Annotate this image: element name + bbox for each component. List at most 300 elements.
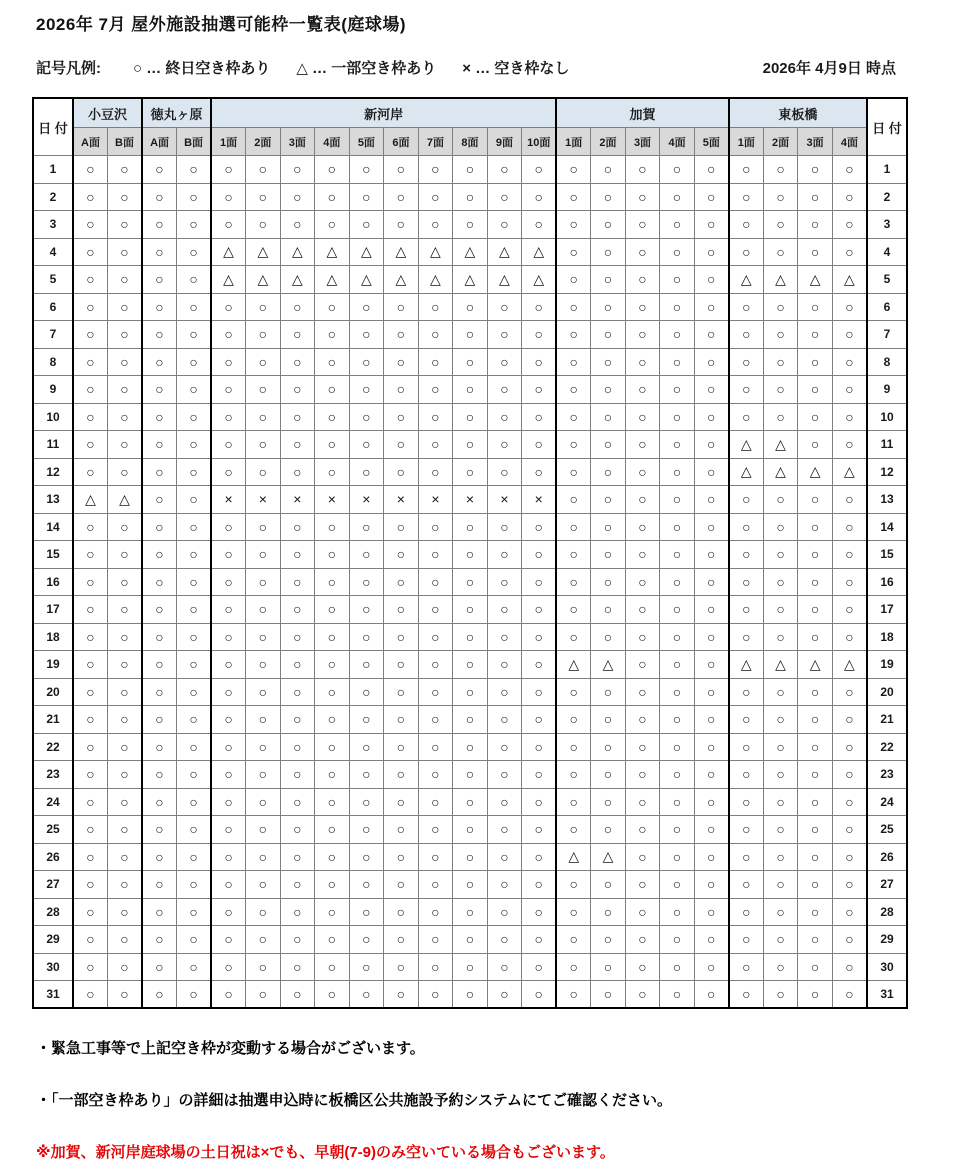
availability-cell: ○	[349, 871, 384, 899]
availability-cell: ○	[694, 293, 729, 321]
day-cell-left: 23	[33, 761, 73, 789]
availability-cell: ○	[625, 348, 660, 376]
availability-cell: ○	[177, 211, 212, 239]
availability-cell: ○	[763, 953, 798, 981]
availability-cell: ○	[418, 953, 453, 981]
availability-cell: ○	[177, 266, 212, 294]
availability-cell: ○	[108, 376, 143, 404]
day-cell-left: 5	[33, 266, 73, 294]
day-cell-left: 6	[33, 293, 73, 321]
availability-cell: ○	[211, 348, 246, 376]
facility-header-5: 東板橋	[729, 98, 867, 128]
availability-cell: ○	[246, 733, 281, 761]
availability-cell: ○	[660, 568, 695, 596]
availability-cell: ○	[487, 513, 522, 541]
availability-cell: ○	[108, 843, 143, 871]
availability-cell: ○	[694, 321, 729, 349]
availability-cell: ○	[694, 596, 729, 624]
availability-cell: ○	[763, 816, 798, 844]
availability-cell: △	[729, 458, 764, 486]
availability-cell: ○	[832, 596, 867, 624]
availability-cell: ○	[522, 458, 557, 486]
availability-cell: ○	[246, 513, 281, 541]
availability-cell: ○	[246, 871, 281, 899]
availability-cell: ○	[832, 156, 867, 184]
availability-cell: ○	[487, 568, 522, 596]
availability-cell: ○	[142, 706, 177, 734]
availability-cell: ○	[487, 678, 522, 706]
availability-cell: ○	[73, 183, 108, 211]
availability-cell: ○	[625, 211, 660, 239]
availability-cell: ○	[211, 211, 246, 239]
availability-cell: ○	[453, 733, 488, 761]
availability-cell: ○	[625, 898, 660, 926]
availability-cell: ○	[142, 981, 177, 1009]
availability-cell: ○	[73, 321, 108, 349]
availability-cell: ×	[211, 486, 246, 514]
availability-cell: ○	[73, 238, 108, 266]
availability-cell: ○	[211, 431, 246, 459]
availability-cell: ○	[453, 403, 488, 431]
availability-cell: ○	[177, 541, 212, 569]
availability-cell: ○	[591, 183, 626, 211]
availability-cell: ○	[142, 843, 177, 871]
availability-cell: ○	[211, 651, 246, 679]
availability-cell: ○	[591, 761, 626, 789]
availability-cell: ○	[246, 623, 281, 651]
court-header: 2面	[763, 128, 798, 156]
availability-cell: ○	[556, 541, 591, 569]
availability-cell: ○	[591, 871, 626, 899]
availability-cell: ○	[832, 733, 867, 761]
availability-cell: ○	[556, 981, 591, 1009]
availability-cell: △	[453, 266, 488, 294]
day-cell-right: 11	[867, 431, 907, 459]
availability-cell: △	[832, 266, 867, 294]
availability-cell: ○	[384, 926, 419, 954]
availability-cell: ○	[763, 211, 798, 239]
day-cell-right: 25	[867, 816, 907, 844]
availability-cell: △	[349, 266, 384, 294]
availability-cell: ○	[729, 953, 764, 981]
availability-cell: ○	[211, 898, 246, 926]
availability-cell: ○	[246, 376, 281, 404]
availability-cell: ○	[625, 266, 660, 294]
table-row-day-28	[33, 898, 907, 926]
availability-cell: ○	[73, 733, 108, 761]
availability-cell: ○	[418, 706, 453, 734]
availability-cell: ○	[453, 156, 488, 184]
availability-cell: ○	[798, 898, 833, 926]
availability-cell: ○	[453, 431, 488, 459]
availability-cell: ○	[418, 623, 453, 651]
availability-cell: ○	[729, 486, 764, 514]
availability-cell: ○	[487, 321, 522, 349]
availability-cell: ○	[246, 898, 281, 926]
day-cell-right: 6	[867, 293, 907, 321]
availability-cell: ○	[694, 348, 729, 376]
availability-cell: ○	[591, 513, 626, 541]
day-cell-right: 20	[867, 678, 907, 706]
availability-cell: ○	[798, 568, 833, 596]
table-row-day-3	[33, 211, 907, 239]
availability-cell: ○	[729, 788, 764, 816]
availability-cell: ○	[177, 733, 212, 761]
day-cell-right: 21	[867, 706, 907, 734]
availability-cell: △	[108, 486, 143, 514]
day-cell-left: 19	[33, 651, 73, 679]
availability-cell: ○	[108, 926, 143, 954]
availability-cell: ○	[660, 376, 695, 404]
day-cell-right: 9	[867, 376, 907, 404]
availability-cell: ○	[487, 458, 522, 486]
availability-cell: ○	[763, 238, 798, 266]
availability-cell: ○	[315, 623, 350, 651]
availability-cell: ○	[142, 788, 177, 816]
day-cell-right: 30	[867, 953, 907, 981]
availability-cell: ○	[73, 541, 108, 569]
availability-cell: ○	[142, 156, 177, 184]
availability-cell: ○	[729, 376, 764, 404]
availability-cell: ○	[177, 293, 212, 321]
availability-cell: ○	[142, 816, 177, 844]
availability-cell: ○	[556, 293, 591, 321]
availability-cell: ○	[349, 568, 384, 596]
availability-cell: ○	[418, 871, 453, 899]
availability-cell: ○	[591, 953, 626, 981]
availability-cell: ○	[556, 513, 591, 541]
availability-cell: ○	[418, 458, 453, 486]
availability-cell: ○	[453, 706, 488, 734]
availability-cell: ○	[384, 596, 419, 624]
availability-cell: △	[487, 238, 522, 266]
availability-cell: ○	[763, 788, 798, 816]
availability-cell: ○	[487, 293, 522, 321]
court-header: 5面	[694, 128, 729, 156]
availability-cell: △	[315, 266, 350, 294]
availability-cell: ○	[108, 403, 143, 431]
availability-cell: ○	[832, 238, 867, 266]
availability-cell: ○	[453, 513, 488, 541]
availability-cell: ○	[556, 953, 591, 981]
availability-cell: ○	[522, 541, 557, 569]
availability-cell: ○	[625, 926, 660, 954]
availability-cell: ○	[211, 596, 246, 624]
availability-cell: ○	[729, 596, 764, 624]
availability-cell: ○	[315, 733, 350, 761]
availability-cell: ○	[487, 733, 522, 761]
availability-cell: ○	[625, 541, 660, 569]
availability-cell: ○	[591, 321, 626, 349]
availability-cell: △	[763, 431, 798, 459]
availability-cell: ○	[108, 871, 143, 899]
availability-cell: ○	[177, 183, 212, 211]
availability-cell: ○	[660, 733, 695, 761]
availability-cell: ○	[418, 541, 453, 569]
availability-cell: ○	[453, 623, 488, 651]
availability-cell: ○	[73, 568, 108, 596]
availability-cell: ○	[660, 816, 695, 844]
day-cell-left: 31	[33, 981, 73, 1009]
availability-cell: ○	[384, 953, 419, 981]
availability-cell: ○	[418, 348, 453, 376]
legend-item-partial: △ … 一部空き枠あり	[296, 60, 437, 77]
availability-cell: ○	[73, 458, 108, 486]
availability-cell: ○	[625, 981, 660, 1009]
availability-cell: ○	[660, 321, 695, 349]
availability-cell: ○	[142, 293, 177, 321]
table-row-day-6	[33, 293, 907, 321]
table-row-day-8	[33, 348, 907, 376]
availability-cell: ○	[349, 926, 384, 954]
availability-cell: ○	[487, 953, 522, 981]
availability-cell: ○	[108, 458, 143, 486]
availability-cell: ○	[349, 651, 384, 679]
availability-cell: ○	[108, 238, 143, 266]
court-header: 4面	[660, 128, 695, 156]
availability-cell: ○	[832, 981, 867, 1009]
table-row-day-16	[33, 568, 907, 596]
availability-cell: ○	[798, 623, 833, 651]
availability-cell: ○	[660, 486, 695, 514]
court-header: 8面	[453, 128, 488, 156]
availability-cell: ○	[280, 651, 315, 679]
availability-cell: ○	[280, 513, 315, 541]
availability-cell: ○	[211, 871, 246, 899]
availability-cell: ○	[211, 376, 246, 404]
availability-cell: ○	[177, 568, 212, 596]
availability-cell: ○	[349, 706, 384, 734]
availability-cell: ○	[625, 403, 660, 431]
availability-cell: ○	[556, 266, 591, 294]
availability-cell: ○	[660, 761, 695, 789]
day-cell-left: 17	[33, 596, 73, 624]
availability-cell: ○	[522, 816, 557, 844]
availability-cell: △	[522, 266, 557, 294]
note-partial-details: ・「一部空き枠あり」の詳細は抽選申込時に板橋区公共施設予約システムにてご確認ください。	[36, 1092, 673, 1109]
availability-cell: ○	[694, 568, 729, 596]
availability-cell: ○	[246, 211, 281, 239]
day-cell-left: 30	[33, 953, 73, 981]
table-row-day-7	[33, 321, 907, 349]
day-cell-left: 28	[33, 898, 73, 926]
availability-cell: ○	[142, 266, 177, 294]
availability-cell: ○	[729, 706, 764, 734]
availability-cell: ○	[246, 816, 281, 844]
availability-cell: ○	[315, 156, 350, 184]
availability-cell: ○	[556, 568, 591, 596]
availability-cell: ○	[418, 761, 453, 789]
availability-cell: ○	[487, 541, 522, 569]
availability-cell: ○	[73, 953, 108, 981]
availability-cell: ○	[625, 486, 660, 514]
availability-cell: ○	[73, 761, 108, 789]
availability-cell: ○	[280, 678, 315, 706]
availability-cell: ○	[694, 898, 729, 926]
table-row-day-20	[33, 678, 907, 706]
availability-cell: ○	[280, 761, 315, 789]
availability-cell: ○	[211, 403, 246, 431]
facility-header-3: 新河岸	[211, 98, 556, 128]
availability-cell: ○	[211, 183, 246, 211]
availability-cell: ○	[625, 156, 660, 184]
availability-cell: ○	[591, 926, 626, 954]
table-row-day-25	[33, 816, 907, 844]
court-header: 10面	[522, 128, 557, 156]
availability-cell: ○	[246, 953, 281, 981]
availability-cell: ○	[556, 706, 591, 734]
availability-cell: ○	[763, 733, 798, 761]
day-cell-right: 14	[867, 513, 907, 541]
availability-cell: ○	[246, 706, 281, 734]
availability-cell: ○	[625, 183, 660, 211]
availability-cell: ○	[384, 651, 419, 679]
availability-cell: ○	[384, 733, 419, 761]
availability-cell: ○	[280, 211, 315, 239]
day-cell-right: 19	[867, 651, 907, 679]
availability-cell: ○	[798, 238, 833, 266]
availability-cell: ○	[729, 293, 764, 321]
availability-cell: ○	[763, 706, 798, 734]
availability-cell: ○	[763, 348, 798, 376]
availability-cell: ○	[73, 678, 108, 706]
availability-cell: ○	[211, 816, 246, 844]
availability-cell: ○	[108, 431, 143, 459]
availability-cell: ○	[349, 596, 384, 624]
availability-cell: ○	[315, 513, 350, 541]
availability-cell: ○	[349, 183, 384, 211]
availability-cell: ○	[453, 293, 488, 321]
availability-cell: ○	[694, 403, 729, 431]
availability-cell: ○	[280, 816, 315, 844]
availability-cell: ○	[315, 651, 350, 679]
availability-cell: ○	[556, 486, 591, 514]
availability-cell: ○	[660, 431, 695, 459]
availability-cell: ○	[211, 321, 246, 349]
court-header: 3面	[280, 128, 315, 156]
availability-cell: ○	[522, 513, 557, 541]
day-cell-right: 15	[867, 541, 907, 569]
day-cell-left: 2	[33, 183, 73, 211]
availability-cell: ○	[418, 513, 453, 541]
court-header: 3面	[798, 128, 833, 156]
availability-cell: ×	[315, 486, 350, 514]
availability-cell: ○	[729, 541, 764, 569]
availability-cell: ○	[625, 761, 660, 789]
availability-cell: ○	[142, 733, 177, 761]
availability-cell: ○	[384, 568, 419, 596]
availability-cell: ○	[211, 156, 246, 184]
availability-cell: ○	[349, 761, 384, 789]
availability-cell: ○	[487, 816, 522, 844]
availability-cell: ○	[556, 376, 591, 404]
availability-cell: ○	[246, 788, 281, 816]
availability-cell: ○	[108, 266, 143, 294]
availability-cell: ○	[798, 183, 833, 211]
day-cell-left: 21	[33, 706, 73, 734]
as-of-date: 2026年 4月9日 時点	[762, 60, 896, 77]
availability-cell: ○	[625, 238, 660, 266]
availability-cell: ○	[349, 376, 384, 404]
availability-cell: ○	[418, 926, 453, 954]
availability-cell: ○	[591, 706, 626, 734]
availability-cell: ○	[763, 898, 798, 926]
availability-cell: ○	[384, 541, 419, 569]
availability-cell: ○	[694, 458, 729, 486]
day-cell-right: 22	[867, 733, 907, 761]
availability-cell: △	[729, 266, 764, 294]
availability-cell: ○	[384, 211, 419, 239]
availability-cell: ○	[73, 788, 108, 816]
day-cell-right: 18	[867, 623, 907, 651]
availability-cell: ○	[453, 458, 488, 486]
availability-cell: ○	[625, 816, 660, 844]
availability-cell: ○	[522, 871, 557, 899]
availability-cell: ○	[832, 376, 867, 404]
availability-cell: ○	[418, 843, 453, 871]
availability-cell: ○	[315, 706, 350, 734]
availability-cell: ○	[487, 596, 522, 624]
day-cell-left: 20	[33, 678, 73, 706]
availability-cell: ○	[384, 513, 419, 541]
availability-cell: ○	[832, 926, 867, 954]
availability-cell: ○	[556, 816, 591, 844]
availability-cell: ○	[246, 348, 281, 376]
availability-cell: ○	[522, 926, 557, 954]
availability-cell: ○	[108, 596, 143, 624]
availability-cell: △	[763, 458, 798, 486]
availability-cell: ○	[763, 541, 798, 569]
availability-cell: ○	[73, 596, 108, 624]
availability-cell: ○	[798, 513, 833, 541]
availability-cell: ○	[660, 458, 695, 486]
availability-cell: ○	[798, 926, 833, 954]
availability-cell: ○	[280, 348, 315, 376]
availability-cell: ○	[522, 733, 557, 761]
availability-cell: ○	[384, 706, 419, 734]
availability-cell: ○	[729, 348, 764, 376]
availability-cell: ○	[591, 788, 626, 816]
availability-cell: ○	[73, 266, 108, 294]
availability-cell: ○	[832, 706, 867, 734]
legend-label: 記号凡例:	[36, 60, 101, 77]
availability-cell: ○	[142, 458, 177, 486]
availability-cell: ○	[729, 678, 764, 706]
availability-cell: ○	[798, 403, 833, 431]
page-title: 2026年 7月 屋外施設抽選可能枠一覧表(庭球場)	[36, 15, 407, 34]
availability-cell: ○	[384, 376, 419, 404]
availability-cell: ○	[660, 678, 695, 706]
day-cell-left: 13	[33, 486, 73, 514]
availability-cell: ○	[694, 376, 729, 404]
availability-cell: ○	[73, 431, 108, 459]
availability-cell: ○	[660, 898, 695, 926]
court-header: A面	[142, 128, 177, 156]
availability-cell: ○	[832, 183, 867, 211]
availability-cell: ○	[384, 843, 419, 871]
availability-cell: ○	[660, 843, 695, 871]
day-cell-right: 8	[867, 348, 907, 376]
availability-cell: ○	[694, 541, 729, 569]
availability-cell: ○	[280, 926, 315, 954]
availability-cell: △	[832, 651, 867, 679]
availability-cell: ○	[591, 348, 626, 376]
availability-cell: ○	[591, 816, 626, 844]
availability-cell: ○	[142, 211, 177, 239]
availability-cell: ○	[280, 733, 315, 761]
availability-cell: ○	[177, 761, 212, 789]
availability-cell: △	[280, 266, 315, 294]
